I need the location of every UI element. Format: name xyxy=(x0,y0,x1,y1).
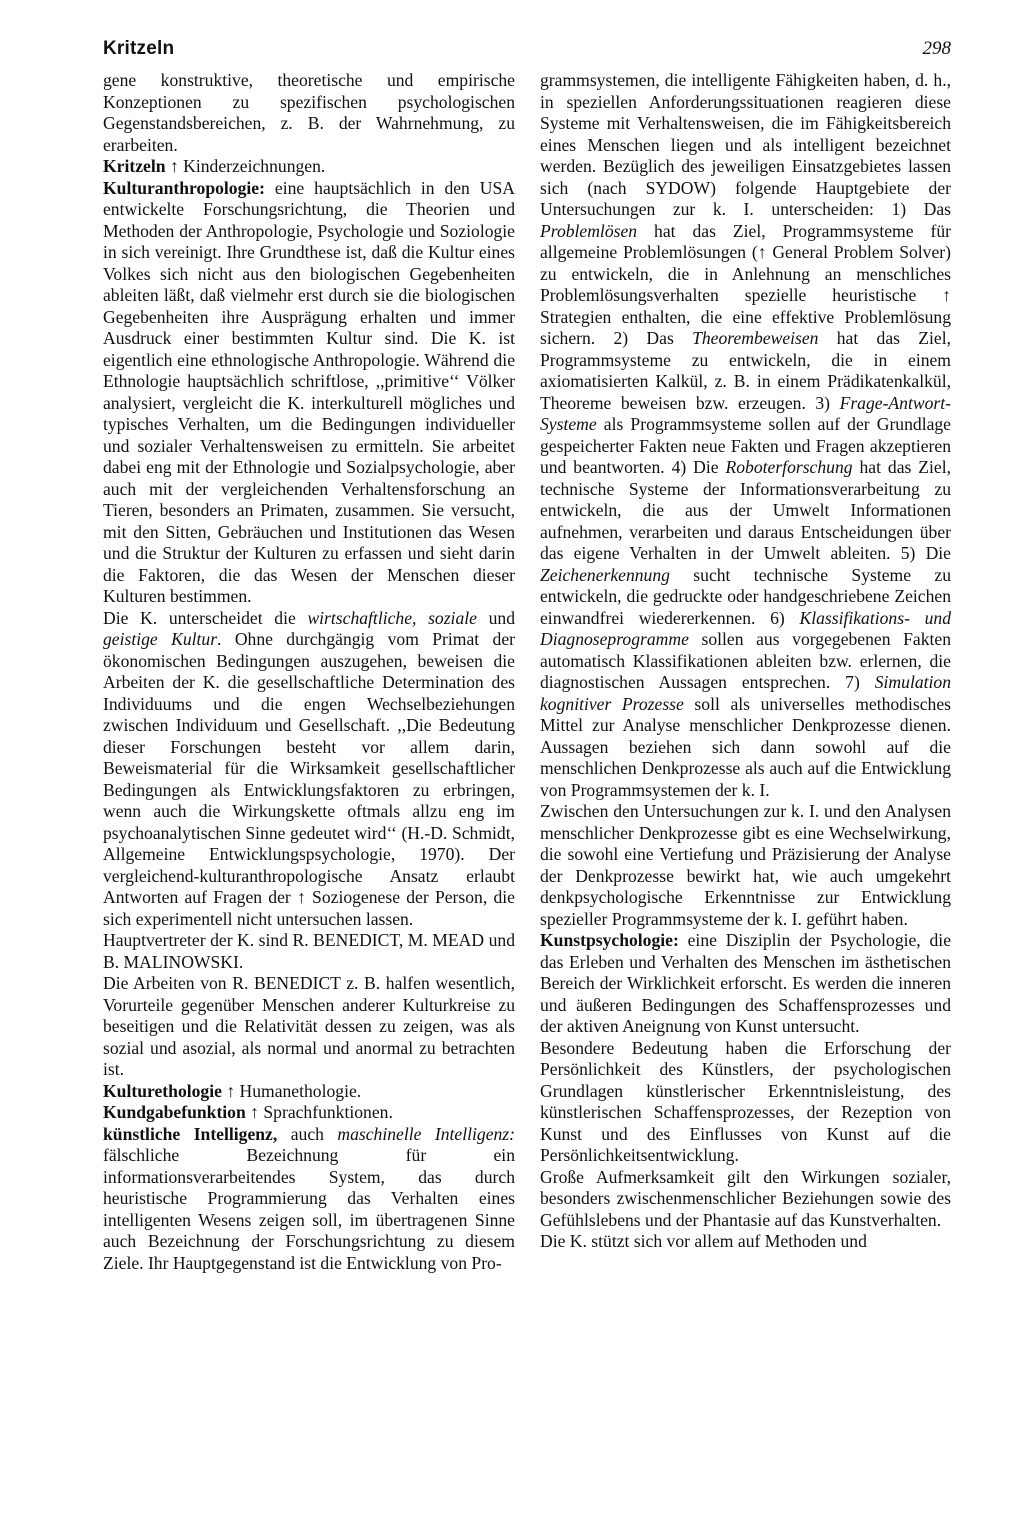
body-text: Hauptvertreter der K. sind R. BENEDICT, M. MEAD und B. MALINOWSKI. xyxy=(103,930,515,972)
body-text: und xyxy=(476,607,516,628)
emphasis-text: wirtschaftliche, soziale xyxy=(307,607,477,628)
emphasis-text: Simulation kognitiver Prozesse xyxy=(540,672,951,714)
body-text: Große Aufmerksamkeit gilt den Wirkungen sozialer, besonders zwischenmenschlicher Beziehungen sowie des Gefühlslebens und der Phantasie auf das Kunstverhalten. xyxy=(540,1166,951,1230)
right-column xyxy=(540,70,951,1253)
body-text: soll als universelles methodisches Mittel zur Analyse menschlicher Denkprozesse dienen. Aussagen beziehen sich dann sowohl auf die menschlichen Denkprozesse als auch auf die Entwicklung von Programmsystemen der k. I. xyxy=(540,693,951,800)
page-number: 298 xyxy=(922,38,951,59)
body-text: hat das Ziel, Programmsysteme zu entwickeln, die in einem axiomatisierten Kalkül, z. B. in einem Prädikatenkalkül, Theoreme beweisen bzw. erzeugen. 3) xyxy=(540,328,951,413)
entry-term: Kulturanthropologie: xyxy=(103,177,265,198)
body-text: eine Disziplin der Psychologie, die das Erleben und Verhalten des Menschen im ästhetischen Bereich der Wirklichkeit erforscht. Es werden die inneren und äußeren Bedingungen des Schaffensprozesses und der aktiven Aneignung von Kunst untersucht. xyxy=(540,930,951,1036)
entry-term: Kritzeln xyxy=(103,156,166,176)
body-text: hat das Ziel, Programmsysteme für allgemeine Problemlösungen (↑ General Problem Solver) zu entwickeln, die in Anlehnung an menschliches Problemlösungsverhalten spezielle heuristische ↑ Strategien enthalten, die eine effektive Problemlösung sichern. 2) Das xyxy=(540,220,951,348)
left-column xyxy=(103,70,515,1274)
paragraph xyxy=(103,608,515,931)
body-text: Besondere Bedeutung haben die Erforschung der Persönlichkeit des Künstlers, der psychologischen Grundlagen künstlerischer Erkenntnisleistung, des künstlerischen Schaffensprozesses, der Rezeption von Kunst und des Einflusses von Kunst auf die Persönlichkeitsentwicklung. xyxy=(540,1037,951,1165)
body-text: auch xyxy=(277,1123,338,1144)
emphasis-text: Klassifikations- und Diagnoseprogramme xyxy=(540,607,952,649)
paragraph xyxy=(103,930,515,973)
paragraph xyxy=(103,178,515,608)
emphasis-text: Theorembeweisen xyxy=(692,328,819,348)
body-text: eine hauptsächlich in den USA entwickelte Forschungsrichtung, die Theorien und Methoden der Anthropologie, Psychologie und Soziologie in sich vereinigt. Ihre Grundthese ist, daß die Kultur eines Volkes sich nicht aus den biologischen Gegebenheiten ableiten läßt, daß vielmehr erst durch sie die biologischen Gegebenheiten ihre Ausprägung erhalten und immer Ausdruck einer bestimmten Kultur sind. Die K. ist eigentlich eine ethnologische Anthropologie. Während die Ethnologie hauptsächlich schriftlose, ,,primitive‘‘ Völker analysiert, vergleicht die K. interkulturell mögliches und typisches Verhalten, um die Bedingungen individueller und sozialer Verhaltensweisen zu ermitteln. Sie arbeitet dabei eng mit der Ethnologie und Sozialpsychologie, aber auch mit der vergleichenden Verhaltensforschung an Tieren, besonders an Primaten, zusammen. Sie versucht, mit den Sitten, Gebräuchen und Institutionen das Wesen und die Struktur der Kulturen zu erfassen und sieht darin die Faktoren, die das Wesen der Menschen dieser Kulturen bestimmen. xyxy=(103,177,515,606)
page-header xyxy=(103,38,951,68)
entry-term: künstliche Intelligenz, xyxy=(103,1123,278,1144)
body-text: gene konstruktive, theoretische und empirische Konzeptionen zu spezifischen psychologischen Gegenstandsbereichen, z. B. der Wahrnehmung, zu erarbeiten. xyxy=(103,70,515,155)
body-text: Die Arbeiten von R. BENEDICT z. B. halfen wesentlich, Vorurteile gegenüber Menschen anderer Kulturkreise zu beseitigen und die Relativität dessen zu zeigen, was als sozial und asozial, als normal und anormal zu betrachten ist. xyxy=(103,973,515,1079)
paragraph xyxy=(540,930,951,1038)
emphasis-text: maschinelle Intelligenz: xyxy=(337,1123,516,1144)
body-text: Die K. unterscheidet die xyxy=(103,607,308,628)
body-text: ↑ Kinderzeichnungen. xyxy=(165,156,326,176)
body-text: grammsystemen, die intelligente Fähigkeiten haben, d. h., in speziellen Anforderungssituationen reagieren diese Systeme mit Verhaltensweisen, die im Fähigkeitsbereich eines Menschen liegen und als intelligent bezeichnet werden. Bezüglich des jeweiligen Einsatzgebietes lassen sich (nach SYDOW) folgende Hauptgebiete der Untersuchungen zur k. I. unterscheiden: 1) Das xyxy=(540,70,951,219)
emphasis-text: Frage-Antwort-Systeme xyxy=(540,392,951,434)
body-text: hat das Ziel, technische Systeme der Informationsverarbeitung zu entwickeln, die aus der Umwelt Informationen aufnehmen, verarbeiten und daraus Entscheidungen über das eigene Verhalten in der Umwelt ableiten. 5) Die xyxy=(540,457,952,563)
body-text: sucht technische Systeme zu entwickeln, die gedruckte oder handgeschriebene Zeichen einwandfrei wiedererkennen. 6) xyxy=(540,564,951,628)
paragraph xyxy=(540,801,951,930)
body-text: ↑ Humanethologie. xyxy=(221,1080,362,1101)
paragraph xyxy=(540,70,951,801)
body-text: sollen aus vorgegebenen Fakten automatisch Klassifikationen ableiten bzw. erlernen, die diagnostischen Aussagen entsprechen. 7) xyxy=(540,629,951,692)
emphasis-text: geistige Kultur xyxy=(103,629,218,649)
paragraph xyxy=(540,1038,951,1167)
paragraph xyxy=(103,973,515,1081)
paragraph xyxy=(103,1124,515,1275)
paragraph xyxy=(103,156,515,178)
paragraph xyxy=(103,70,515,156)
running-headword: Kritzeln xyxy=(103,38,175,59)
emphasis-text: Zeichenerkennung xyxy=(540,564,670,585)
emphasis-text: Roboterforschung xyxy=(725,457,853,477)
paragraph xyxy=(540,1167,951,1232)
paragraph xyxy=(540,1231,951,1253)
body-text: Die K. stützt sich vor allem auf Methoden und xyxy=(540,1231,867,1251)
paragraph xyxy=(103,1102,515,1124)
entry-term: Kundgabefunktion xyxy=(103,1102,246,1122)
paragraph xyxy=(103,1081,515,1103)
emphasis-text: Problemlösen xyxy=(540,220,638,241)
body-text: . Ohne durchgängig vom Primat der ökonomischen Bedingungen auszugehen, beweisen die Arbeiten der K. die gesellschaftliche Determination des Individuums und die engen Wechselbeziehungen zwischen Individuum und Gesellschaft. ,,Die Bedeutung dieser Forschungen besteht vor allem darin, Beweismaterial für die Wirksamkeit gesellschaftlicher Bedingungen als Entwicklungsfaktoren zu erbringen, wenn auch die Wirkungskette oftmals allzu eng im psychoanalytischen Sinne gedeutet wird‘‘ (H.-D. Schmidt, Allgemeine Entwicklungspsychologie, 1970). Der vergleichend-kulturanthropologische Ansatz erlaubt Antworten auf Fragen der ↑ Soziogenese der Person, die sich experimentell nicht untersuchen lassen. xyxy=(103,629,515,929)
body-text: Zwischen den Untersuchungen zur k. I. und den Analysen menschlicher Denkprozesse gibt es eine Wechselwirkung, die sowohl eine Vertiefung und Präzisierung der Analyse der Denkprozesse bewirkt hat, wie auch umgekehrt denkpsychologische Erkenntnisse zur Entwicklung spezieller Programmsysteme der k. I. geführt haben. xyxy=(540,801,951,929)
body-text: fälschliche Bezeichnung für ein informationsverarbeitendes System, das durch heuristische Programmierung das Verhalten eines intelligenten Wesens zeigen soll, im übertragenen Sinne auch Bezeichnung der Forschungsrichtung zu diesem Ziele. Ihr Hauptgegenstand ist die Entwicklung von Pro- xyxy=(103,1145,515,1273)
body-text: als Programmsysteme sollen auf der Grundlage gespeicherter Fakten neue Fakten und Fragen akzeptieren und beantworten. 4) Die xyxy=(540,414,951,477)
entry-term: Kunstpsychologie: xyxy=(540,930,679,950)
body-text: ↑ Sprachfunktionen. xyxy=(245,1102,393,1122)
entry-term: Kulturethologie xyxy=(103,1080,222,1101)
